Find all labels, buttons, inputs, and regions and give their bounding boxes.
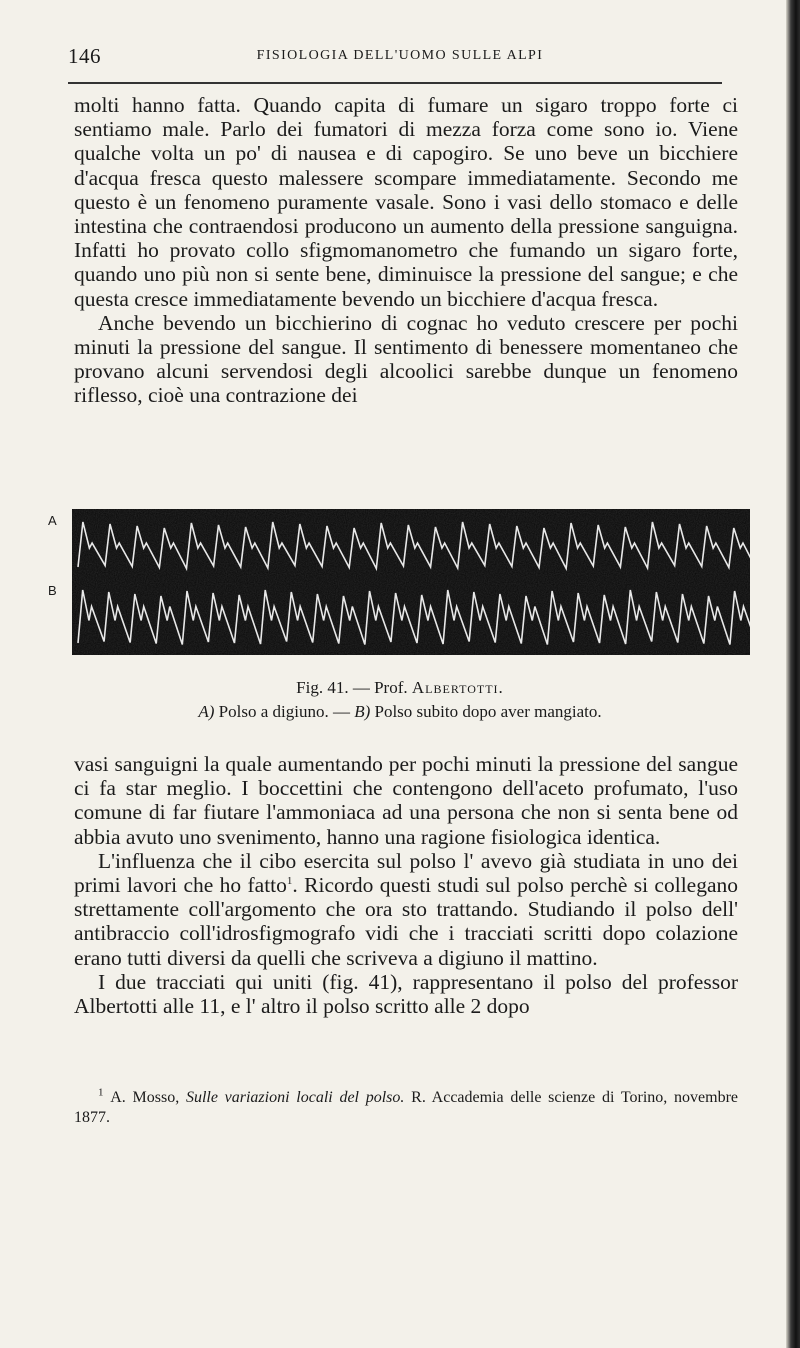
caption-author: Albertotti. — [411, 678, 504, 697]
page-number: 146 — [68, 44, 101, 68]
footnote — [74, 1088, 738, 1128]
figure-label-a: A — [48, 513, 57, 528]
paragraph-vessels: vasi sanguigni la quale aumentando per pochi minuti la pressione del sangue ci fa star meglio. I boccettini che contengono dell'aceto profumato, l'uso comune di far fiutare l'ammoniaca ad una persona che non si senta bene od abbia avuto uno svenimento, hanno una ragione fisiologica identica. — [74, 752, 738, 849]
running-head: FISIOLOGIA DELL'UOMO SULLE ALPI — [256, 48, 544, 63]
figure-caption-legend — [0, 702, 800, 722]
caption-b-text: Polso subito dopo aver mangiato. — [374, 702, 602, 721]
caption-a-letter: A) — [198, 702, 215, 721]
caption-fig-number: Fig. 41. — Prof. — [296, 678, 408, 697]
header-rule — [68, 82, 722, 84]
footnote-author: A. Mosso, — [110, 1089, 180, 1106]
caption-a-text: Polso a digiuno. — — [218, 702, 350, 721]
footnote-source: R. Accademia delle scienze di Torino, novembre 1877. — [74, 1089, 739, 1126]
caption-b-letter: B) — [354, 702, 371, 721]
pulse-tracing-image — [72, 509, 750, 655]
figure-caption-title — [0, 678, 800, 698]
paragraph-influenza — [74, 849, 738, 970]
body-text-bottom — [74, 752, 738, 1018]
body-text-top — [74, 93, 738, 408]
pulse-tracing-figure — [72, 509, 750, 655]
footnote-mark: 1 — [98, 1086, 104, 1099]
footnote-title: Sulle variazioni locali del polso. — [185, 1089, 405, 1106]
paragraph-cognac: Anche bevendo un bicchierino di cognac ho veduto crescere per pochi minuti la pressione del sangue. Il sentimento di benessere momentaneo che provano alcuni servendosi degli alcoolici sarebbe dunque un fenomeno riflesso, cioè una contrazione dei — [74, 310, 738, 408]
paragraph-tracings: I due tracciati qui uniti (fig. 41), rappresentano il polso del professor Albertotti alle 11, e l' altro il polso scritto alle 2 dopo — [74, 969, 738, 1019]
influenza-text-b: . Ricordo questi studi sul polso perchè si collegano strettamente coll'argomento che ora sto trattando. Studiando il polso dell' antibraccio coll'idrosfigmografo vidi che i tracciati scritti dopo colazione erano tutti diversi da quelli che scriveva a digiuno il mattino. — [74, 873, 739, 970]
book-edge-shadow — [786, 0, 800, 1348]
figure-label-b: B — [48, 583, 57, 598]
influenza-text-a: L'influenza che il cibo esercita sul polso l' avevo già studiata in uno dei primi lavori che ho fatto — [74, 848, 738, 898]
footnote-reference[interactable]: 1 — [286, 874, 293, 887]
paragraph-smoking: molti hanno fatta. Quando capita di fumare un sigaro troppo forte ci sentiamo male. Parlo dei fumatori di mezza forza come sono io. Viene qualche volta un po' di nausea e di capogiro. Se uno beve un bicchiere d'acqua fresca questo malessere scompare immediatamente. Secondo me questo è un fenomeno puramente vasale. Sono i vasi dello stomaco e delle intestina che contraendosi producono un aumento della pressione sanguigna. Infatti ho provato collo sfigmomanometro che fumando un sigaro forte, quando uno più non si sente bene, diminuisce la pressione del sangue; e che questa cresce immediatamente bevendo un bicchiere d'acqua fresca. — [74, 93, 738, 311]
